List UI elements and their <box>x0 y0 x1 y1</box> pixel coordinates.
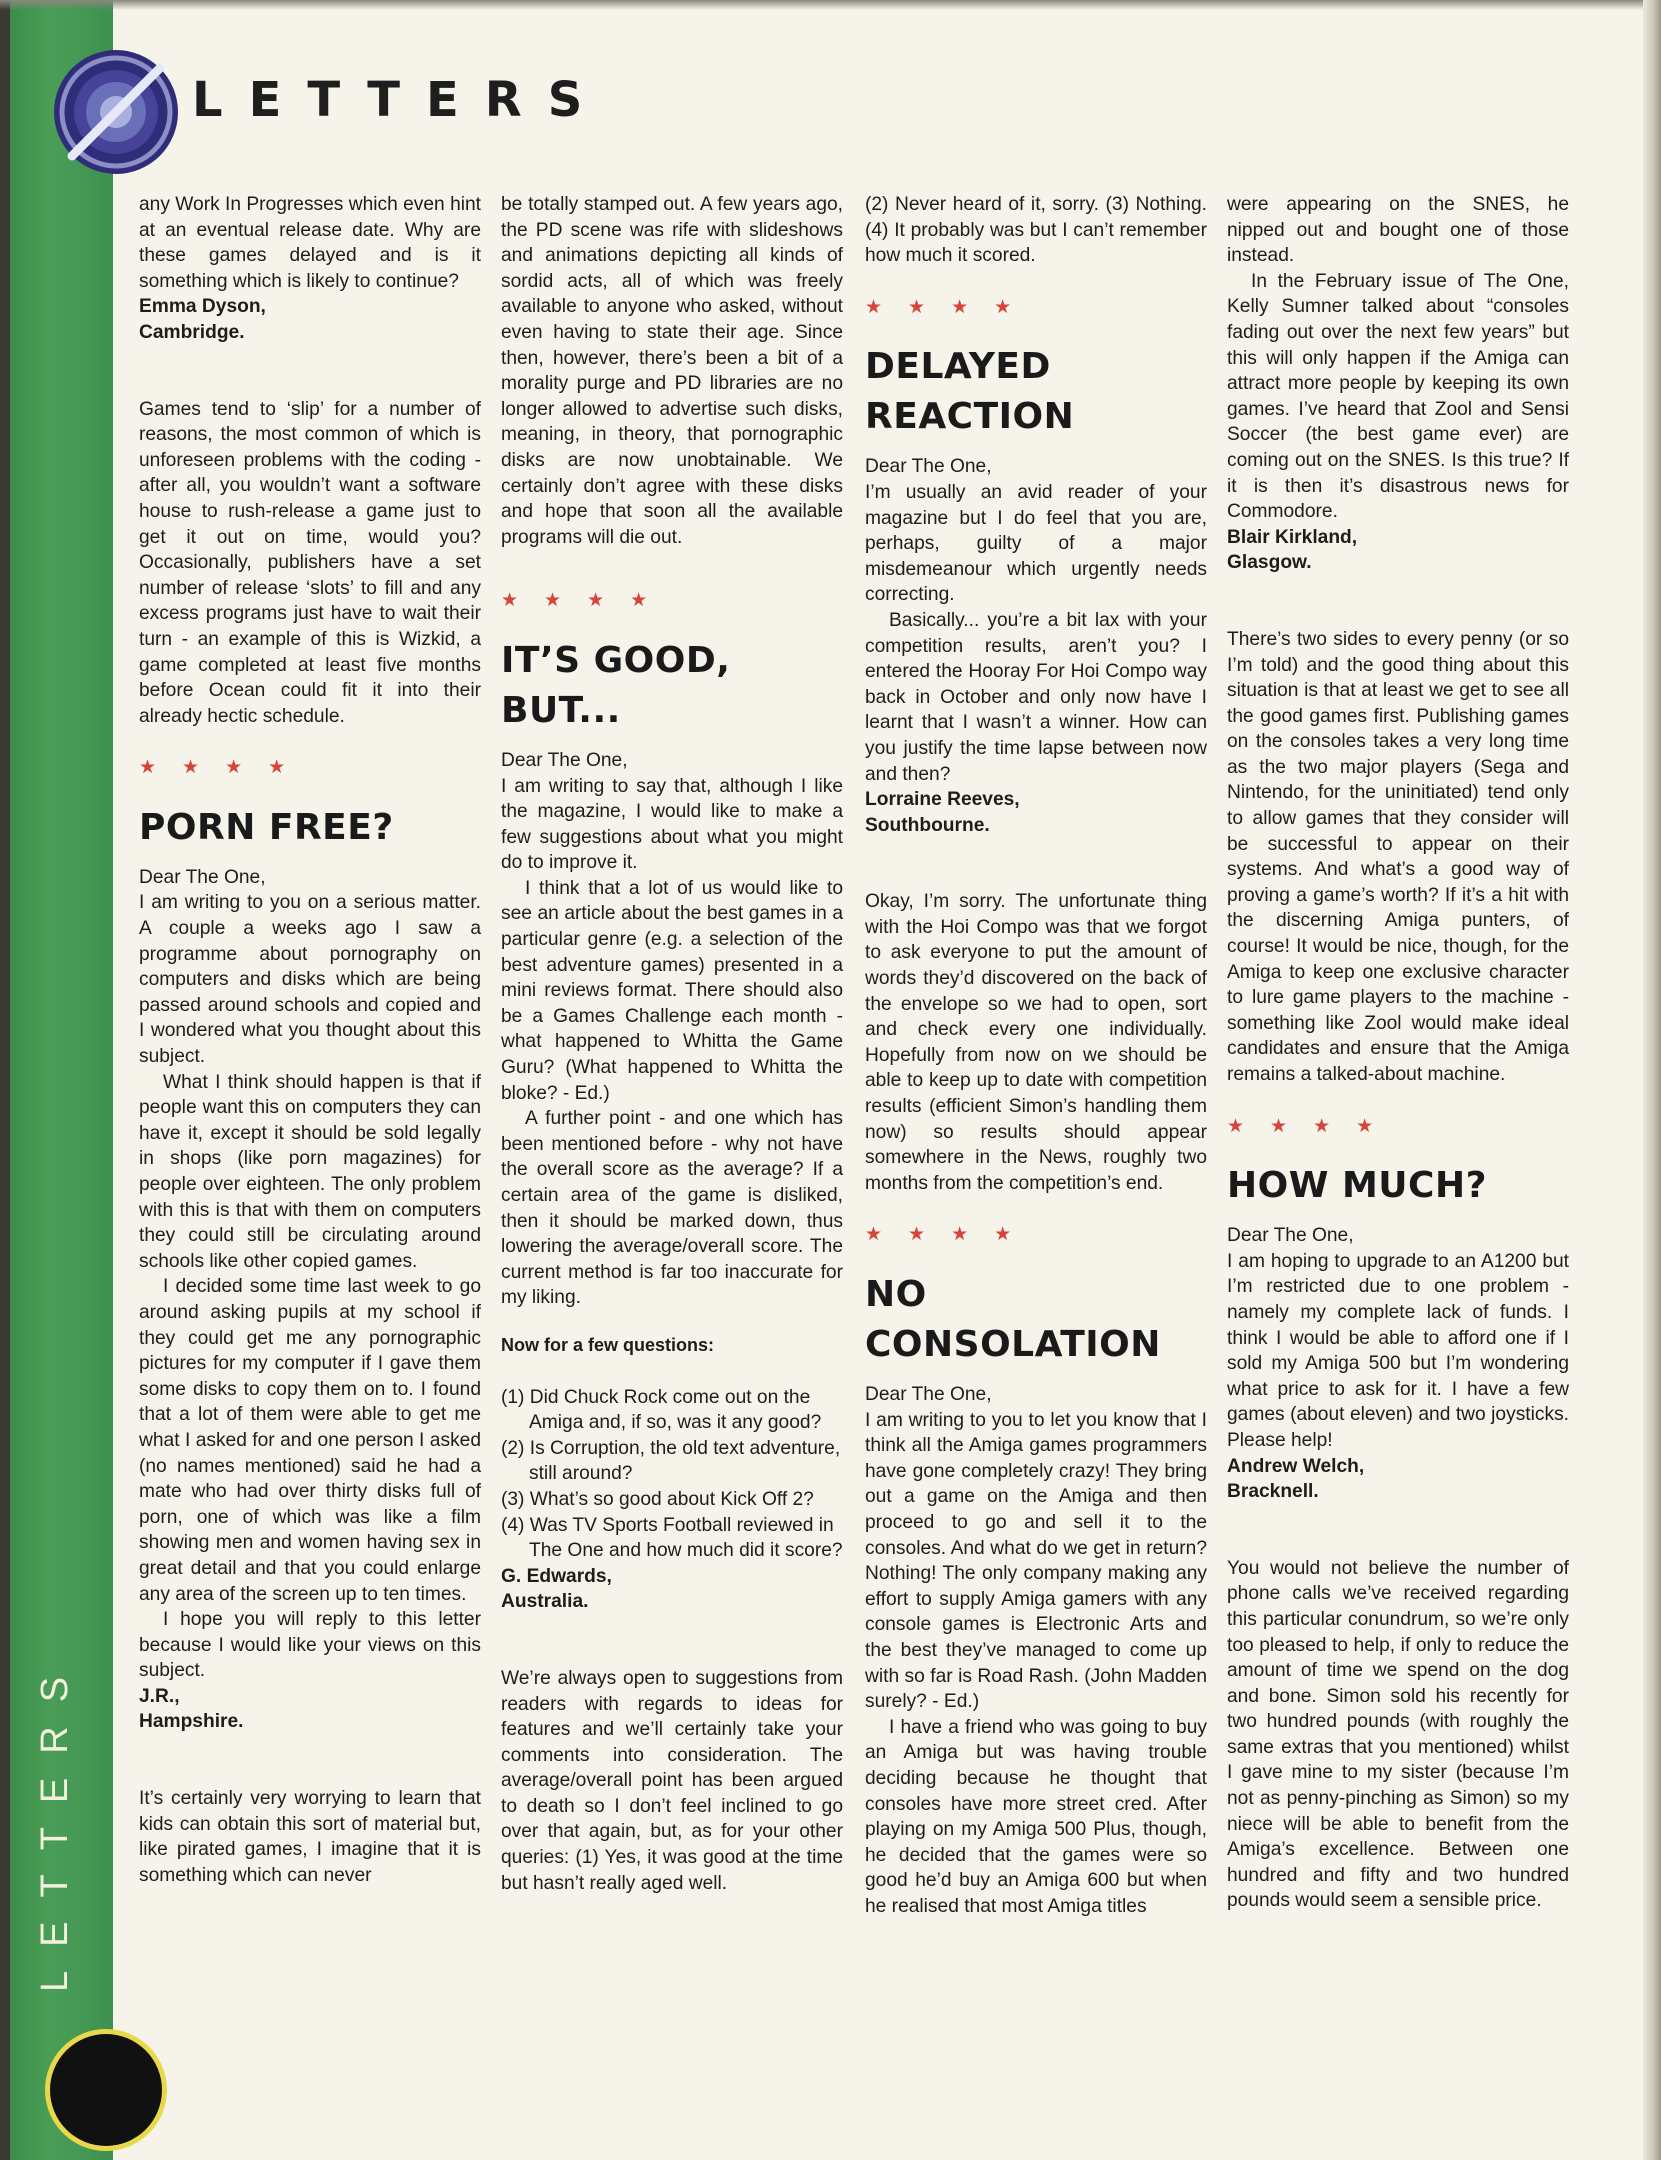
letter-heading: NO <box>865 1274 927 1315</box>
reply-text: Games tend to ‘slip’ for a number of reasons, the most common of which is unforeseen problems with the coding - after all, you wouldn’t want a software house to rush-release a game just to get it out on time, would you? Occasionally, publishers have a set number of release ‘slots’ to fill and any excess programs just have to wait their turn - an example of this is Wizkid, a game completed at least five months before Ocean could fit it into their already hectic schedule. <box>139 398 481 727</box>
letter-signature-place: Hampshire. <box>139 1711 244 1733</box>
section-divider-stars: ★★★★ <box>865 296 1038 318</box>
globe-slash-logo-icon <box>52 48 180 176</box>
letter-signature-place: Southbourne. <box>865 814 990 836</box>
letter-salutation: Dear The One, <box>501 749 628 771</box>
letter-signature-name: Blair Kirkland, <box>1227 526 1358 548</box>
letter-heading: REACTION <box>865 396 1075 438</box>
black-disc-icon <box>50 2034 162 2146</box>
column-4 <box>1227 192 1569 1914</box>
letter-signature-place: Australia. <box>501 1591 589 1613</box>
letter-signature-name: Lorraine Reeves, <box>865 789 1020 811</box>
letter-salutation: Dear The One, <box>1227 1225 1354 1247</box>
column-1 <box>139 192 481 1888</box>
side-section-label: LETTERS <box>34 1652 76 1992</box>
page-title: LETTERS <box>192 72 609 128</box>
letter-text: I am writing to you to let you know that I think all the Amiga games programmers have gone completely crazy! They bring out a game on the Amiga and then proceed to go and sell it to the consoles. And what do we get in return? Nothing! The only company making any effort to supply Amiga gamers with any console games is Electronic Arts and the best they’ve managed to come up with so far is Road Rash. (John Madden surely? - Ed.) <box>865 1409 1207 1713</box>
reply-text: (2) Never heard of it, sorry. (3) Nothing. (4) It probably was but I can’t remember how much it scored. <box>865 194 1207 267</box>
right-page-edge <box>1643 0 1661 2160</box>
binding-edge <box>0 0 10 2160</box>
top-shadow <box>0 0 1661 10</box>
question-item: (2) Is Corruption, the old text adventure, still around? <box>501 1437 841 1485</box>
letter-heading: IT’S GOOD, <box>501 639 731 681</box>
letter-salutation: Dear The One, <box>139 866 266 888</box>
reply-text: There’s two sides to every penny (or so I’m told) and the good thing about this situation is that at least we get to see all the good games first. Publishing games on the consoles takes a very long time as the two major players (Sega and Nintendo, for the uninitiated) tend only to allow games that they consider will be successful to appear on their systems. And what’s a good way of proving a game’s worth? If it’s a hit with the discerning Amiga punters, of course! It would be nice, though, for the Amiga to keep one exclusive character to lure game players to the machine - something like Zool would make ideal candidates and ensure that the Amiga remains a talked-about machine. <box>1227 628 1569 1085</box>
letter-text: In the February issue of The One, Kelly Sumner talked about “consoles fading out over the next few years” but this will only happen if the Amiga can attract more people by keeping its own games. I’ve heard that Zool and Sensi Soccer (the best game ever) are coming out on the SNES. Is this true? If it is then it’s disastrous news for Commodore. <box>1227 270 1569 523</box>
letter-signature-name: Emma Dyson, <box>139 296 266 318</box>
letter-signature-place: Glasgow. <box>1227 552 1312 574</box>
letter-text: any Work In Progresses which even hint at an eventual release date. Why are these games delayed and is it something which is likely to continue? <box>139 194 481 292</box>
letter-signature-name: Andrew Welch, <box>1227 1455 1365 1477</box>
column-3 <box>865 192 1207 1919</box>
section-divider-stars: ★★★★ <box>139 757 312 779</box>
letter-signature-place: Bracknell. <box>1227 1481 1319 1503</box>
question-item: (4) Was TV Sports Football reviewed in The One and how much did it score? <box>501 1514 843 1562</box>
column-2 <box>501 192 843 1896</box>
subheading: Now for a few questions: <box>501 1334 715 1355</box>
letter-text: I am writing to you on a serious matter. A couple a weeks ago I saw a programme about pornography on computers and disks which are being passed around schools and copied and I wondered what you thought about this subject. <box>139 892 481 1068</box>
letter-text: I have a friend who was going to buy an Amiga but was having trouble deciding because he thought that consoles have more street cred. After playing on my Amiga 500 Plus, though, he decided that the games were so good he’d buy an Amiga 600 but when he realised that most Amiga titles <box>865 1716 1207 1917</box>
letter-signature-name: G. Edwards, <box>501 1565 612 1587</box>
letter-heading: BUT... <box>501 689 621 731</box>
letter-text: A further point - and one which has been mentioned before - why not have the overall score as the average? If a certain area of the game is disliked, then it should be marked down, thus lowering the average/overall score. The current method is far too inaccurate for my liking. <box>501 1108 843 1309</box>
section-divider-stars: ★★★★ <box>865 1224 1038 1246</box>
letter-salutation: Dear The One, <box>865 1384 992 1405</box>
letter-heading: PORN FREE? <box>139 806 394 848</box>
question-item: (3) What’s so good about Kick Off 2? <box>501 1488 814 1510</box>
letter-text: Basically... you’re a bit lax with your competition results, aren’t you? I entered the Hooray For Hoi Compo way back in October and only now have I learnt that I wasn’t a winner. How can you justify the time lapse between now and then? <box>865 609 1207 785</box>
letter-text: I am writing to say that, although I like the magazine, I would like to make a few suggestions about what you might do to improve it. <box>501 775 843 874</box>
section-divider-stars: ★★★★ <box>501 590 674 612</box>
letter-signature-place: Cambridge. <box>139 321 245 343</box>
letter-text: were appearing on the SNES, he nipped out and bought one of those instead. <box>1227 194 1569 267</box>
letter-text: I think that a lot of us would like to see an article about the best games in a particular genre (e.g. a selection of the best adventure games) presented in a mini reviews format. There should also be a Games Challenge each month - what happened to Whitta the Game Guru? (What happened to Whitta the bloke? - Ed.) <box>501 877 843 1104</box>
section-divider-stars: ★★★★ <box>1227 1115 1400 1137</box>
reply-text: You would not believe the number of phone calls we’ve received regarding this particular conundrum, so we’re only too pleased to help, if only to reduce the amount of time we spend on the dog and bone. Simon sold his recently for two hundred pounds (with roughly the same extras that you mentioned) whilst I gave mine to my sister (because I’m not as penny-pinching as Simon) so my niece will be able to benefit from the Amiga’s excellence. Between one hundred and fifty and two hundred pounds would seem a sensible price. <box>1227 1557 1569 1912</box>
letter-heading: CONSOLATION <box>865 1324 1161 1365</box>
reply-text: It’s certainly very worrying to learn that kids can obtain this sort of material but, like pirated games, I imagine that it is something which can never <box>139 1788 481 1886</box>
letter-signature-name: J.R., <box>139 1685 180 1707</box>
letter-text: I decided some time last week to go around asking pupils at my school if they could get me any pornographic pictures for my computer if I gave them some disks to copy them on to. I found that a lot of them were able to get me what I asked for and one person I asked (no names mentioned) said he had a mate who had over thirty disks full of porn, one of which was like a film showing men and women having sex in great detail and that you could enlarge any area of the screen up to ten times. <box>139 1276 481 1605</box>
letter-heading: DELAYED <box>865 346 1051 388</box>
letter-salutation: Dear The One, <box>865 456 992 478</box>
reply-text: be totally stamped out. A few years ago, the PD scene was rife with slideshows and animations depicting all kinds of sordid acts, all of which was freely available to anyone who asked, without even having to state their age. Since then, however, there’s been a bit of a morality purge and PD libraries are no longer allowed to advertise such disks, meaning, in theory, that pornographic disks are now unobtainable. We certainly don’t agree with these disks and hope that soon all the available programs will die out. <box>501 194 843 548</box>
letter-text: I hope you will reply to this letter because I would like your views on this subject. <box>139 1609 481 1682</box>
question-list <box>501 1385 843 1564</box>
reply-text: We’re always open to suggestions from readers with regards to ideas for features and we’ll certainly take your comments into consideration. The average/overall point has been argued to death so I don’t feel inclined to go over that again, but, as for your other queries: (1) Yes, it was good at the time but hasn’t really aged well. <box>501 1667 843 1894</box>
question-item: (1) Did Chuck Rock come out on the Amiga and, if so, was it any good? <box>501 1386 822 1434</box>
letter-heading: HOW MUCH? <box>1227 1165 1487 1207</box>
letter-text: I am hoping to upgrade to an A1200 but I’m restricted due to one problem - namely my complete lack of funds. I think I would be able to afford one if I sold my Amiga 500 but I’m wondering what price to ask for it. I have a few games (about eleven) and two joysticks. Please help! <box>1227 1250 1569 1451</box>
letter-text: I’m usually an avid reader of your magazine but I do feel that you are, perhaps, guilty of a major misdemeanour which urgently needs correcting. <box>865 481 1207 606</box>
reply-text: Okay, I’m sorry. The unfortunate thing with the Hoi Compo was that we forgot to ask everyone to put the amount of words they’d discovered on the back of the envelope so we had to open, sort and check every one individually. Hopefully from now on we should be able to keep up to date with competition results (efficient Simon’s handling them now) so results should appear somewhere in the News, roughly two months from the competition’s end. <box>865 891 1207 1194</box>
letter-text: What I think should happen is that if people want this on computers they can have it, except it should be sold legally in shops (like porn magazines) for people over eighteen. The only problem with this is that with them on computers they could still be circulating around schools like other copied games. <box>139 1071 481 1272</box>
